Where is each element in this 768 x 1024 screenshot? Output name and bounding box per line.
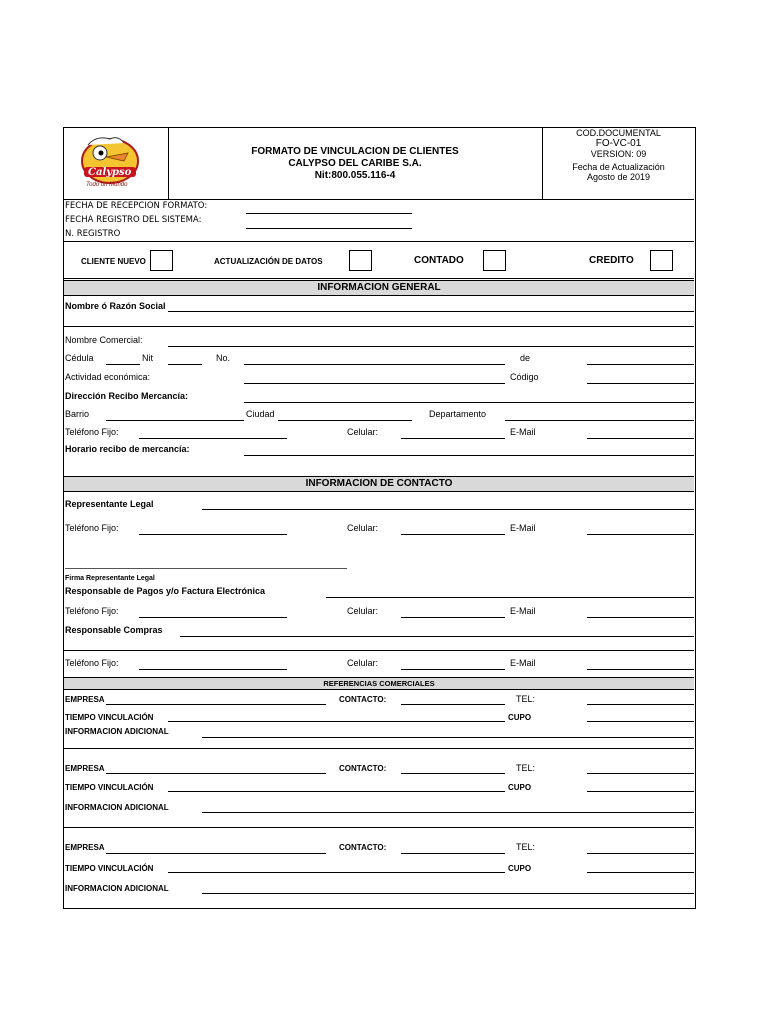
section-informacion-general: INFORMACION GENERAL xyxy=(64,280,694,296)
cliente-nuevo-label: CLIENTE NUEVO xyxy=(81,257,146,266)
no-field[interactable] xyxy=(244,364,505,365)
form-title: FORMATO DE VINCULACION DE CLIENTES xyxy=(251,146,459,157)
no-label: No. xyxy=(216,353,231,363)
ref1-tel-field[interactable] xyxy=(587,704,694,705)
contacto-email-field[interactable] xyxy=(587,534,694,535)
responsable-pagos-field[interactable] xyxy=(326,597,694,598)
contacto-telefono-label: Teléfono Fijo: xyxy=(65,523,119,533)
credito-checkbox[interactable] xyxy=(650,250,673,271)
cedula-field[interactable] xyxy=(106,364,140,365)
fecha-recepcion-field[interactable] xyxy=(246,213,412,214)
header-bottom-line xyxy=(64,199,694,200)
horario-label: Horario recibo de mercancía: xyxy=(65,444,190,454)
ref3-cupo-label: CUPO xyxy=(508,864,532,873)
razon-social-label: Nombre ó Razón Social xyxy=(65,301,166,311)
actualizacion-label: ACTUALIZACIÓN DE DATOS xyxy=(214,257,323,266)
responsable-pagos-label: Responsable de Pagos y/o Factura Electrónica xyxy=(65,586,266,596)
codigo-field[interactable] xyxy=(587,383,694,384)
ciudad-field[interactable] xyxy=(278,420,412,421)
row-line xyxy=(64,650,694,651)
pagos-telefono-label: Teléfono Fijo: xyxy=(65,606,119,616)
email-field[interactable] xyxy=(587,438,694,439)
celular-label: Celular: xyxy=(347,427,379,437)
row-line xyxy=(64,748,694,749)
ref3-cupo-field[interactable] xyxy=(587,872,694,873)
codigo-label: Código xyxy=(510,372,539,382)
ref3-empresa-field[interactable] xyxy=(106,853,326,854)
ref3-tiempo-field[interactable] xyxy=(168,872,505,873)
cod-label: COD.DOCUMENTAL xyxy=(576,128,661,138)
direccion-field[interactable] xyxy=(244,402,694,403)
ciudad-label: Ciudad xyxy=(246,409,275,419)
ref2-contacto-field[interactable] xyxy=(401,773,505,774)
ref2-empresa-label: EMPRESA xyxy=(65,764,105,773)
compras-telefono-label: Teléfono Fijo: xyxy=(65,658,119,668)
direccion-label: Dirección Recibo Mercancía: xyxy=(65,391,189,401)
compras-email-label: E-Mail xyxy=(510,658,536,668)
registro-bottom-line xyxy=(64,241,694,242)
ref1-info-label: INFORMACION ADICIONAL xyxy=(65,727,169,736)
firma-line[interactable] xyxy=(65,568,347,569)
company-nit: Nit:800.055.116-4 xyxy=(314,170,396,181)
pagos-email-field[interactable] xyxy=(587,617,694,618)
responsable-compras-label: Responsable Compras xyxy=(65,625,163,635)
telefono-field[interactable] xyxy=(139,438,287,439)
ref1-tel-label: TEL: xyxy=(516,694,536,704)
ref2-cupo-field[interactable] xyxy=(587,791,694,792)
ref2-tiempo-field[interactable] xyxy=(168,791,505,792)
company-name: CALYPSO DEL CARIBE S.A. xyxy=(288,158,422,169)
de-field[interactable] xyxy=(587,364,694,365)
cod-value: FO-VC-01 xyxy=(595,137,642,149)
ref2-info-field[interactable] xyxy=(202,812,694,813)
header-doc-info xyxy=(543,127,694,199)
ref1-tiempo-field[interactable] xyxy=(168,721,505,722)
row-line xyxy=(64,326,694,327)
pagos-celular-label: Celular: xyxy=(347,606,379,616)
pagos-email-label: E-Mail xyxy=(510,606,536,616)
contacto-celular-field[interactable] xyxy=(401,534,505,535)
logo-wordmark: Calypso xyxy=(88,167,132,178)
contacto-email-label: E-Mail xyxy=(510,523,536,533)
actualizacion-checkbox[interactable] xyxy=(349,250,372,271)
responsable-compras-field[interactable] xyxy=(180,636,694,637)
barrio-field[interactable] xyxy=(106,420,244,421)
section-informacion-contacto: INFORMACION DE CONTACTO xyxy=(64,476,694,492)
header-title-block xyxy=(168,127,542,199)
ref2-info-label: INFORMACION ADICIONAL xyxy=(65,803,169,812)
ref1-empresa-field[interactable] xyxy=(106,704,326,705)
ref1-cupo-label: CUPO xyxy=(508,713,532,722)
ref2-tiempo-label: TIEMPO VINCULACIÓN xyxy=(65,783,154,792)
compras-celular-label: Celular: xyxy=(347,658,379,668)
ref3-tel-field[interactable] xyxy=(587,853,694,854)
ref3-info-label: INFORMACION ADICIONAL xyxy=(65,884,169,893)
n-registro-label: N. REGISTRO xyxy=(65,229,121,239)
ref3-tel-label: TEL: xyxy=(516,842,536,852)
contacto-celular-label: Celular: xyxy=(347,523,379,533)
de-label: de xyxy=(520,353,531,363)
credito-label: CREDITO xyxy=(589,255,634,266)
options-bottom-line xyxy=(64,278,694,279)
nombre-comercial-label: Nombre Comercial: xyxy=(65,335,143,345)
fecha-recepcion-label: FECHA DE RECEPCION FORMATO: xyxy=(65,201,208,211)
ref2-tel-field[interactable] xyxy=(587,773,694,774)
horario-field[interactable] xyxy=(244,455,694,456)
ref1-info-field[interactable] xyxy=(202,737,694,738)
ref3-info-field[interactable] xyxy=(202,893,694,894)
pagos-telefono-field[interactable] xyxy=(139,617,287,618)
ref1-cupo-field[interactable] xyxy=(587,721,694,722)
fecha-actualizacion-label: Fecha de Actualización xyxy=(572,161,665,172)
ref2-cupo-label: CUPO xyxy=(508,783,532,792)
compras-email-field[interactable] xyxy=(587,669,694,670)
contacto-telefono-field[interactable] xyxy=(139,534,287,535)
version: VERSION: 09 xyxy=(590,149,647,159)
logo-slogan: Todo un Mundo xyxy=(86,182,128,188)
cliente-nuevo-checkbox[interactable] xyxy=(150,250,173,271)
ref3-empresa-label: EMPRESA xyxy=(65,843,105,852)
ref3-tiempo-label: TIEMPO VINCULACIÓN xyxy=(65,864,154,873)
firma-label: Firma Representante Legal xyxy=(65,575,155,582)
ref2-tel-label: TEL: xyxy=(516,763,536,773)
ref3-contacto-label: CONTACTO: xyxy=(339,843,387,852)
ref3-contacto-field[interactable] xyxy=(401,853,505,854)
section-referencias-comerciales: REFERENCIAS COMERCIALES xyxy=(64,677,694,690)
razon-social-field[interactable] xyxy=(168,311,694,312)
compras-telefono-field[interactable] xyxy=(139,669,287,670)
ref2-contacto-label: CONTACTO: xyxy=(339,764,387,773)
ref1-tiempo-label: TIEMPO VINCULACIÓN xyxy=(65,713,154,722)
ref2-empresa-field[interactable] xyxy=(106,773,326,774)
compras-celular-field[interactable] xyxy=(401,669,505,670)
representante-label: Representante Legal xyxy=(65,499,154,509)
celular-field[interactable] xyxy=(401,438,505,439)
contado-label: CONTADO xyxy=(414,255,464,266)
fecha-registro-field[interactable] xyxy=(246,228,412,229)
telefono-label: Teléfono Fijo: xyxy=(65,427,119,437)
departamento-label: Departamento xyxy=(429,409,487,419)
email-label: E-Mail xyxy=(510,427,536,437)
contado-checkbox[interactable] xyxy=(483,250,506,271)
pagos-celular-field[interactable] xyxy=(401,617,505,618)
row-line xyxy=(64,827,694,828)
actividad-field[interactable] xyxy=(244,383,505,384)
nombre-comercial-field[interactable] xyxy=(168,346,694,347)
ref1-contacto-field[interactable] xyxy=(401,704,505,705)
ref1-contacto-label: CONTACTO: xyxy=(339,695,387,704)
fecha-actualizacion-value: Agosto de 2019 xyxy=(586,172,651,182)
departamento-field[interactable] xyxy=(505,420,694,421)
fecha-registro-label: FECHA REGISTRO DEL SISTEMA: xyxy=(65,215,202,225)
barrio-label: Barrio xyxy=(65,409,90,419)
nit-field[interactable] xyxy=(168,364,202,365)
actividad-label: Actividad económica: xyxy=(65,372,151,382)
nit-label: Nit xyxy=(142,353,153,363)
representante-field[interactable] xyxy=(202,509,694,510)
cedula-label: Cédula xyxy=(65,353,94,363)
ref1-empresa-label: EMPRESA xyxy=(65,695,105,704)
